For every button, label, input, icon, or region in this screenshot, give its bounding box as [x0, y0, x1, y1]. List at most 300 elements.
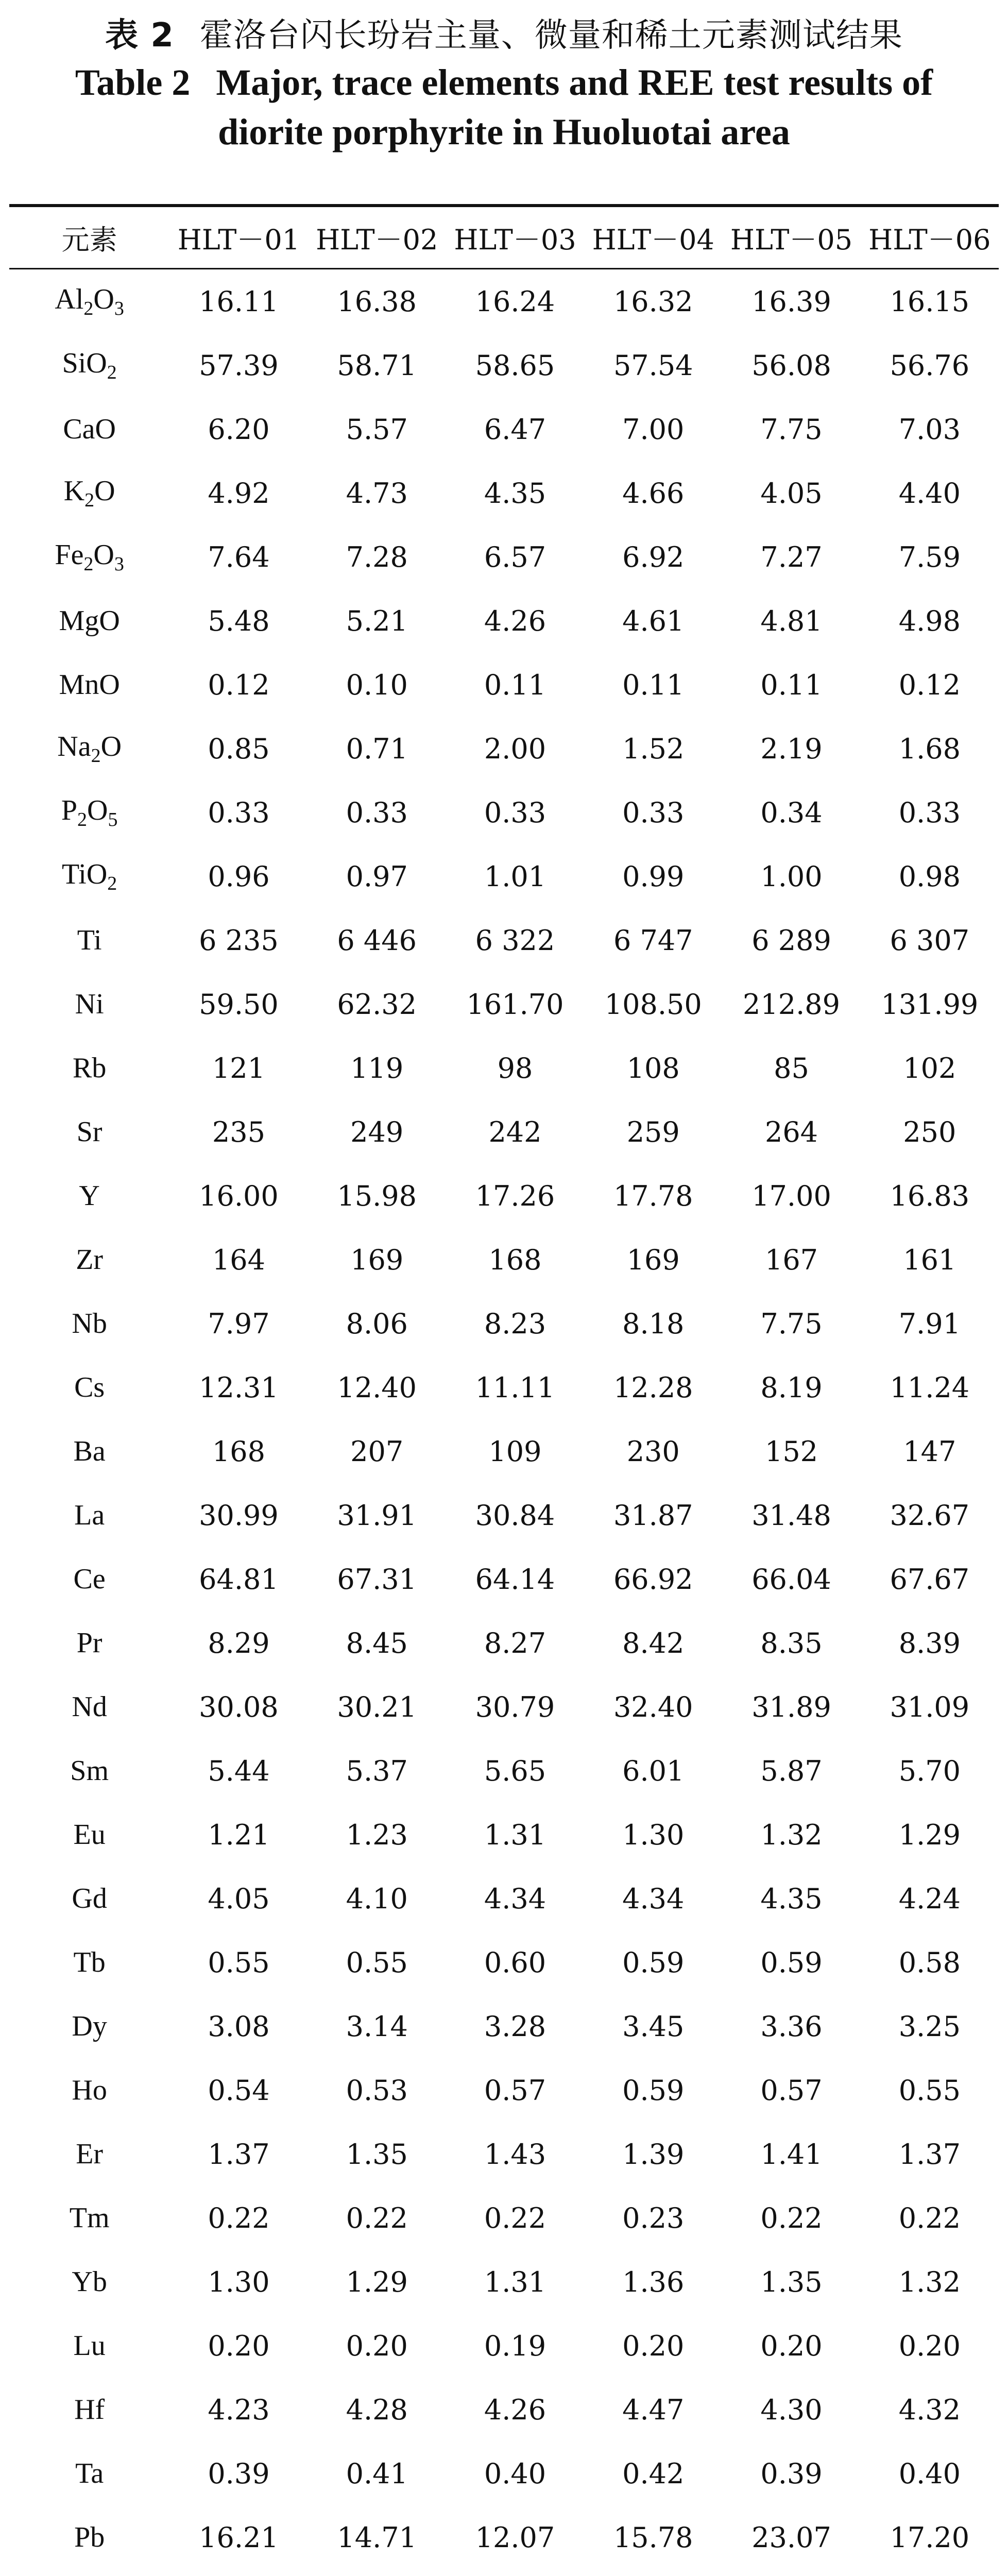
value-cell: 121 [212, 1052, 265, 1084]
value-cell: 0.20 [208, 2329, 270, 2362]
value-cell: 12.28 [613, 1371, 693, 1404]
value-cell: 7.59 [898, 540, 961, 573]
table-row [9, 1292, 999, 1355]
value-cell: 7.91 [898, 1307, 961, 1340]
value-cell: 4.35 [760, 1882, 823, 1915]
value-cell: 31.48 [751, 1499, 831, 1532]
table-row [9, 397, 999, 461]
value-cell: 4.35 [484, 477, 546, 510]
value-cell: 161 [903, 1243, 956, 1276]
value-cell: 7.27 [760, 540, 823, 573]
value-cell: 16.83 [890, 1179, 970, 1212]
value-cell [169, 2569, 307, 2576]
table-row [9, 1547, 999, 1611]
value-cell: 4.32 [898, 2393, 961, 2426]
value-cell [308, 2569, 446, 2576]
element-cell: Ti [77, 924, 102, 956]
value-cell: 0.34 [760, 796, 823, 829]
element-cell: Er [76, 2138, 104, 2170]
table-row [9, 1355, 999, 1419]
value-cell: 1.32 [898, 2265, 961, 2298]
element-cell: Cs [74, 1371, 105, 1403]
value-cell: 264 [764, 1115, 818, 1148]
value-cell [584, 2569, 722, 2576]
element-cell: Ho [72, 2074, 107, 2106]
value-cell: 31.91 [337, 1499, 417, 1532]
value-cell: 4.28 [346, 2393, 408, 2426]
element-cell: La [74, 1499, 105, 1531]
element-cell: Y [79, 1180, 100, 1212]
value-cell: 2.19 [760, 732, 823, 765]
value-cell: 30.08 [199, 1690, 279, 1723]
element-cell: Sr [76, 1116, 102, 1148]
value-cell: 0.22 [208, 2201, 270, 2234]
value-cell: 4.81 [760, 604, 823, 637]
value-cell: 0.11 [484, 668, 546, 701]
value-cell: 6 747 [613, 924, 693, 957]
element-cell: Pr [76, 1627, 102, 1659]
value-cell: 1.01 [484, 860, 546, 893]
value-cell: 8.35 [760, 1626, 823, 1659]
table-row [9, 1100, 999, 1164]
value-cell: 11.24 [890, 1371, 970, 1404]
value-cell: 8.27 [484, 1626, 546, 1659]
value-cell: 0.40 [484, 2457, 546, 2490]
value-cell: 16.15 [890, 285, 970, 318]
value-cell: 5.70 [898, 1754, 961, 1787]
table-row [9, 269, 999, 334]
value-cell: 57.39 [199, 349, 279, 382]
value-cell [446, 2569, 584, 2576]
header-sample: HLT－05 [722, 206, 860, 269]
table-row [9, 525, 999, 589]
value-cell: 4.26 [484, 604, 546, 637]
value-cell: 0.20 [898, 2329, 961, 2362]
table-row [9, 908, 999, 972]
value-cell: 207 [350, 1435, 404, 1468]
value-cell: 164 [212, 1243, 265, 1276]
value-cell: 1.37 [208, 2138, 270, 2171]
value-cell: 7.97 [208, 1307, 270, 1340]
table-row [9, 1739, 999, 1803]
value-cell: 31.09 [890, 1690, 970, 1723]
table-row [9, 2378, 999, 2442]
header-element: 元素 [9, 206, 169, 269]
value-cell: 3.45 [622, 2010, 685, 2043]
value-cell: 3.14 [346, 2010, 408, 2043]
value-cell: 230 [626, 1435, 680, 1468]
value-cell: 0.57 [484, 2074, 546, 2107]
value-cell: 8.18 [622, 1307, 685, 1340]
element-cell: Eu [73, 1819, 106, 1851]
value-cell: 6.01 [622, 1754, 685, 1787]
value-cell: 17.20 [890, 2521, 970, 2554]
value-cell: 15.98 [337, 1179, 417, 1212]
value-cell: 0.33 [622, 796, 685, 829]
value-cell: 5.65 [484, 1754, 546, 1787]
caption-english-line2: diorite porphyrite in Huoluotai area [218, 111, 790, 152]
value-cell: 0.12 [898, 668, 961, 701]
value-cell: 1.32 [760, 1818, 823, 1851]
table-row [9, 589, 999, 653]
value-cell: 0.96 [208, 860, 270, 893]
element-cell: $K_2O$ [63, 474, 115, 512]
value-cell: 8.23 [484, 1307, 546, 1340]
value-cell: 66.04 [751, 1563, 831, 1596]
value-cell: 6.57 [484, 540, 546, 573]
value-cell: 0.22 [346, 2201, 408, 2234]
value-cell: 0.19 [484, 2329, 546, 2362]
value-cell: 0.97 [346, 860, 408, 893]
value-cell: 0.22 [760, 2201, 823, 2234]
value-cell: 1.68 [898, 732, 961, 765]
value-cell: 5.21 [346, 604, 408, 637]
value-cell: 119 [350, 1052, 404, 1084]
value-cell: 249 [350, 1115, 404, 1148]
value-cell: 4.10 [346, 1882, 408, 1915]
value-cell: 0.42 [622, 2457, 685, 2490]
value-cell: 8.29 [208, 1626, 270, 1659]
value-cell: 66.92 [613, 1563, 693, 1596]
element-cell: Tb [73, 1946, 106, 1978]
value-cell: 167 [764, 1243, 818, 1276]
value-cell: 7.75 [760, 1307, 823, 1340]
element-cell: $Na_2O$ [57, 730, 122, 767]
value-cell: 3.25 [898, 2010, 961, 2043]
value-cell: 0.33 [484, 796, 546, 829]
table-row [9, 653, 999, 717]
value-cell: 14.71 [337, 2521, 417, 2554]
value-cell: 3.36 [760, 2010, 823, 2043]
value-cell: 6.20 [208, 413, 270, 446]
value-cell: 56.76 [890, 349, 970, 382]
value-cell: 259 [626, 1115, 680, 1148]
table-body [9, 269, 999, 2576]
value-cell: 0.11 [622, 668, 685, 701]
table-row [9, 972, 999, 1036]
value-cell: 4.47 [622, 2393, 685, 2426]
value-cell: 1.41 [760, 2138, 823, 2171]
element-cell: Ba [73, 1435, 106, 1467]
value-cell: 8.42 [622, 1626, 685, 1659]
value-cell: 0.39 [208, 2457, 270, 2490]
table-row [9, 1228, 999, 1292]
table-row [9, 1036, 999, 1100]
value-cell: 0.60 [484, 1946, 546, 1979]
value-cell: 1.21 [208, 1818, 270, 1851]
value-cell: 1.39 [622, 2138, 685, 2171]
value-cell: 4.24 [898, 1882, 961, 1915]
value-cell: 0.59 [622, 2074, 685, 2107]
element-cell: $P_2O_5$ [61, 794, 118, 831]
element-cell: Zr [76, 1244, 104, 1276]
value-cell: 57.54 [613, 349, 693, 382]
value-cell: 8.39 [898, 1626, 961, 1659]
value-cell: 7.64 [208, 540, 270, 573]
value-cell: 0.98 [898, 860, 961, 893]
element-cell: $Fe_2O_3$ [55, 538, 124, 575]
value-cell: 15.78 [613, 2521, 693, 2554]
value-cell: 1.30 [208, 2265, 270, 2298]
value-cell: 0.22 [484, 2201, 546, 2234]
value-cell: 0.33 [208, 796, 270, 829]
value-cell: 1.00 [760, 860, 823, 893]
value-cell: 1.29 [346, 2265, 408, 2298]
table-row [9, 1675, 999, 1739]
value-cell: 4.23 [208, 2393, 270, 2426]
value-cell: 0.33 [898, 796, 961, 829]
value-cell: 17.26 [475, 1179, 555, 1212]
value-cell: 31.89 [751, 1690, 831, 1723]
value-cell: 0.20 [622, 2329, 685, 2362]
value-cell: 16.11 [199, 285, 279, 318]
value-cell: 5.87 [760, 1754, 823, 1787]
element-cell: Hf [74, 2394, 105, 2426]
value-cell: 1.31 [484, 2265, 546, 2298]
table-row [9, 2505, 999, 2569]
value-cell: 7.75 [760, 413, 823, 446]
value-cell: 0.22 [898, 2201, 961, 2234]
value-cell: 2.00 [484, 732, 546, 765]
value-cell: 59.50 [199, 988, 279, 1021]
value-cell: 56.08 [751, 349, 831, 382]
element-cell: MgO [59, 605, 120, 637]
value-cell: 62.32 [337, 988, 417, 1021]
table-row [9, 333, 999, 397]
value-cell [861, 2569, 999, 2576]
header-sample: HLT－01 [169, 206, 307, 269]
value-cell: 0.55 [898, 2074, 961, 2107]
value-cell: 0.40 [898, 2457, 961, 2490]
value-cell: 161.70 [466, 988, 564, 1021]
value-cell: 0.85 [208, 732, 270, 765]
element-cell: Pb [74, 2521, 105, 2553]
value-cell: 108.50 [604, 988, 702, 1021]
element-cell: $Al_2O_3$ [55, 283, 124, 320]
table-row [9, 2186, 999, 2250]
table-row [9, 717, 999, 781]
value-cell: 168 [212, 1435, 265, 1468]
value-cell: 6.47 [484, 413, 546, 446]
value-cell: 0.20 [760, 2329, 823, 2362]
value-cell: 131.99 [881, 988, 979, 1021]
value-cell: 0.55 [346, 1946, 408, 1979]
value-cell [722, 2569, 860, 2576]
value-cell: 0.20 [346, 2329, 408, 2362]
element-cell [9, 2569, 169, 2576]
value-cell: 98 [497, 1052, 533, 1084]
table-row [9, 2250, 999, 2314]
element-cell: MnO [59, 669, 120, 701]
value-cell: 0.99 [622, 860, 685, 893]
value-cell: 6.92 [622, 540, 685, 573]
value-cell: 5.44 [208, 1754, 270, 1787]
value-cell: 1.37 [898, 2138, 961, 2171]
value-cell: 8.19 [760, 1371, 823, 1404]
value-cell: 5.48 [208, 604, 270, 637]
value-cell: 0.11 [760, 668, 823, 701]
header-sample: HLT－04 [584, 206, 722, 269]
value-cell: 16.24 [475, 285, 555, 318]
element-cell: Yb [72, 2266, 107, 2298]
value-cell: 8.45 [346, 1626, 408, 1659]
value-cell: 12.07 [475, 2521, 555, 2554]
table-row [9, 1803, 999, 1867]
value-cell: 3.08 [208, 2010, 270, 2043]
table-row [9, 1419, 999, 1483]
element-cell: TiO$_2$ [62, 858, 117, 895]
table-row [9, 1930, 999, 1994]
value-cell: 58.71 [337, 349, 417, 382]
value-cell: 5.57 [346, 413, 408, 446]
value-cell: 109 [488, 1435, 542, 1468]
value-cell: 64.14 [475, 1563, 555, 1596]
value-cell: 16.21 [199, 2521, 279, 2554]
value-cell: 152 [764, 1435, 818, 1468]
table-row [9, 781, 999, 844]
value-cell: 4.05 [208, 1882, 270, 1915]
value-cell: 0.41 [346, 2457, 408, 2490]
value-cell: 1.52 [622, 732, 685, 765]
value-cell: 30.99 [199, 1499, 279, 1532]
value-cell: 0.12 [208, 668, 270, 701]
value-cell: 235 [212, 1115, 265, 1148]
element-cell: SiO$_2$ [62, 347, 117, 384]
value-cell: 0.54 [208, 2074, 270, 2107]
value-cell: 23.07 [751, 2521, 831, 2554]
value-cell: 6 289 [751, 924, 831, 957]
value-cell: 7.28 [346, 540, 408, 573]
value-cell: 7.03 [898, 413, 961, 446]
value-cell: 7.00 [622, 413, 685, 446]
value-cell: 16.00 [199, 1179, 279, 1212]
value-cell: 4.34 [484, 1882, 546, 1915]
header-sample: HLT－02 [308, 206, 446, 269]
value-cell: 0.39 [760, 2457, 823, 2490]
element-cell: Sm [70, 1755, 109, 1787]
element-cell: Gd [72, 1883, 107, 1914]
value-cell: 1.35 [346, 2138, 408, 2171]
header-sample: HLT－06 [861, 206, 999, 269]
value-cell: 1.31 [484, 1818, 546, 1851]
value-cell: 1.43 [484, 2138, 546, 2171]
element-cell: Tm [69, 2202, 110, 2234]
element-cell: Ta [75, 2458, 104, 2489]
value-cell: 0.59 [622, 1946, 685, 1979]
value-cell: 30.21 [337, 1690, 417, 1723]
caption-en-number: Table 2 [75, 62, 191, 103]
value-cell: 11.11 [475, 1371, 555, 1404]
value-cell: 67.67 [890, 1563, 970, 1596]
value-cell: 4.73 [346, 477, 408, 510]
value-cell: 16.39 [751, 285, 831, 318]
table-row [9, 1611, 999, 1675]
value-cell: 67.31 [337, 1563, 417, 1596]
value-cell: 0.23 [622, 2201, 685, 2234]
element-cell: Dy [72, 2010, 107, 2042]
table-row [9, 2122, 999, 2186]
value-cell: 108 [626, 1052, 680, 1084]
value-cell: 250 [903, 1115, 956, 1148]
value-cell: 4.34 [622, 1882, 685, 1915]
table-row [9, 844, 999, 908]
value-cell: 242 [488, 1115, 542, 1148]
caption-zh-title: 霍洛台闪长玢岩主量、微量和稀土元素测试结果 [199, 16, 903, 55]
value-cell: 31.87 [613, 1499, 693, 1532]
element-cell: Nd [72, 1691, 107, 1723]
table-row [9, 1483, 999, 1547]
value-cell: 32.40 [613, 1690, 693, 1723]
value-cell: 12.40 [337, 1371, 417, 1404]
header-sample: HLT－03 [446, 206, 584, 269]
value-cell: 4.26 [484, 2393, 546, 2426]
value-cell: 4.66 [622, 477, 685, 510]
element-cell: Ce [73, 1563, 106, 1595]
value-cell: 4.40 [898, 477, 961, 510]
value-cell: 169 [350, 1243, 404, 1276]
table-row [9, 2314, 999, 2378]
table-row [9, 1994, 999, 2058]
value-cell: 6 235 [199, 924, 279, 957]
value-cell: 4.05 [760, 477, 823, 510]
value-cell: 17.78 [613, 1179, 693, 1212]
value-cell: 0.55 [208, 1946, 270, 1979]
value-cell: 6 446 [337, 924, 417, 957]
element-cell: Rb [72, 1052, 107, 1084]
element-cell: CaO [63, 413, 116, 445]
value-cell: 16.32 [613, 285, 693, 318]
value-cell: 64.81 [199, 1563, 279, 1596]
table-header-row [9, 206, 999, 269]
value-cell: 1.23 [346, 1818, 408, 1851]
value-cell: 102 [903, 1052, 956, 1084]
value-cell: 4.92 [208, 477, 270, 510]
value-cell: 0.10 [346, 668, 408, 701]
value-cell: 1.29 [898, 1818, 961, 1851]
table-row [9, 2569, 999, 2576]
element-cell: Nb [72, 1308, 107, 1340]
value-cell: 58.65 [475, 349, 555, 382]
table-row [9, 1164, 999, 1228]
element-cell: Ni [75, 988, 104, 1020]
caption-en-title-line1: Major, trace elements and REE test results of [216, 62, 933, 103]
value-cell: 30.79 [475, 1690, 555, 1723]
value-cell: 169 [626, 1243, 680, 1276]
element-results-table [9, 204, 999, 2576]
value-cell: 168 [488, 1243, 542, 1276]
value-cell: 16.38 [337, 285, 417, 318]
value-cell: 17.00 [751, 1179, 831, 1212]
value-cell: 4.61 [622, 604, 685, 637]
value-cell: 5.37 [346, 1754, 408, 1787]
value-cell: 12.31 [199, 1371, 279, 1404]
value-cell: 0.53 [346, 2074, 408, 2107]
value-cell: 30.84 [475, 1499, 555, 1532]
value-cell: 6 307 [890, 924, 970, 957]
value-cell: 212.89 [743, 988, 840, 1021]
value-cell: 0.71 [346, 732, 408, 765]
caption-zh-number: 表 2 [105, 16, 174, 55]
value-cell: 0.58 [898, 1946, 961, 1979]
table-row [9, 1867, 999, 1930]
value-cell: 147 [903, 1435, 956, 1468]
caption-english-line1 [0, 58, 1008, 107]
table-row [9, 2442, 999, 2505]
value-cell: 1.36 [622, 2265, 685, 2298]
table-caption [0, 0, 1008, 157]
value-cell: 0.57 [760, 2074, 823, 2107]
value-cell: 0.33 [346, 796, 408, 829]
